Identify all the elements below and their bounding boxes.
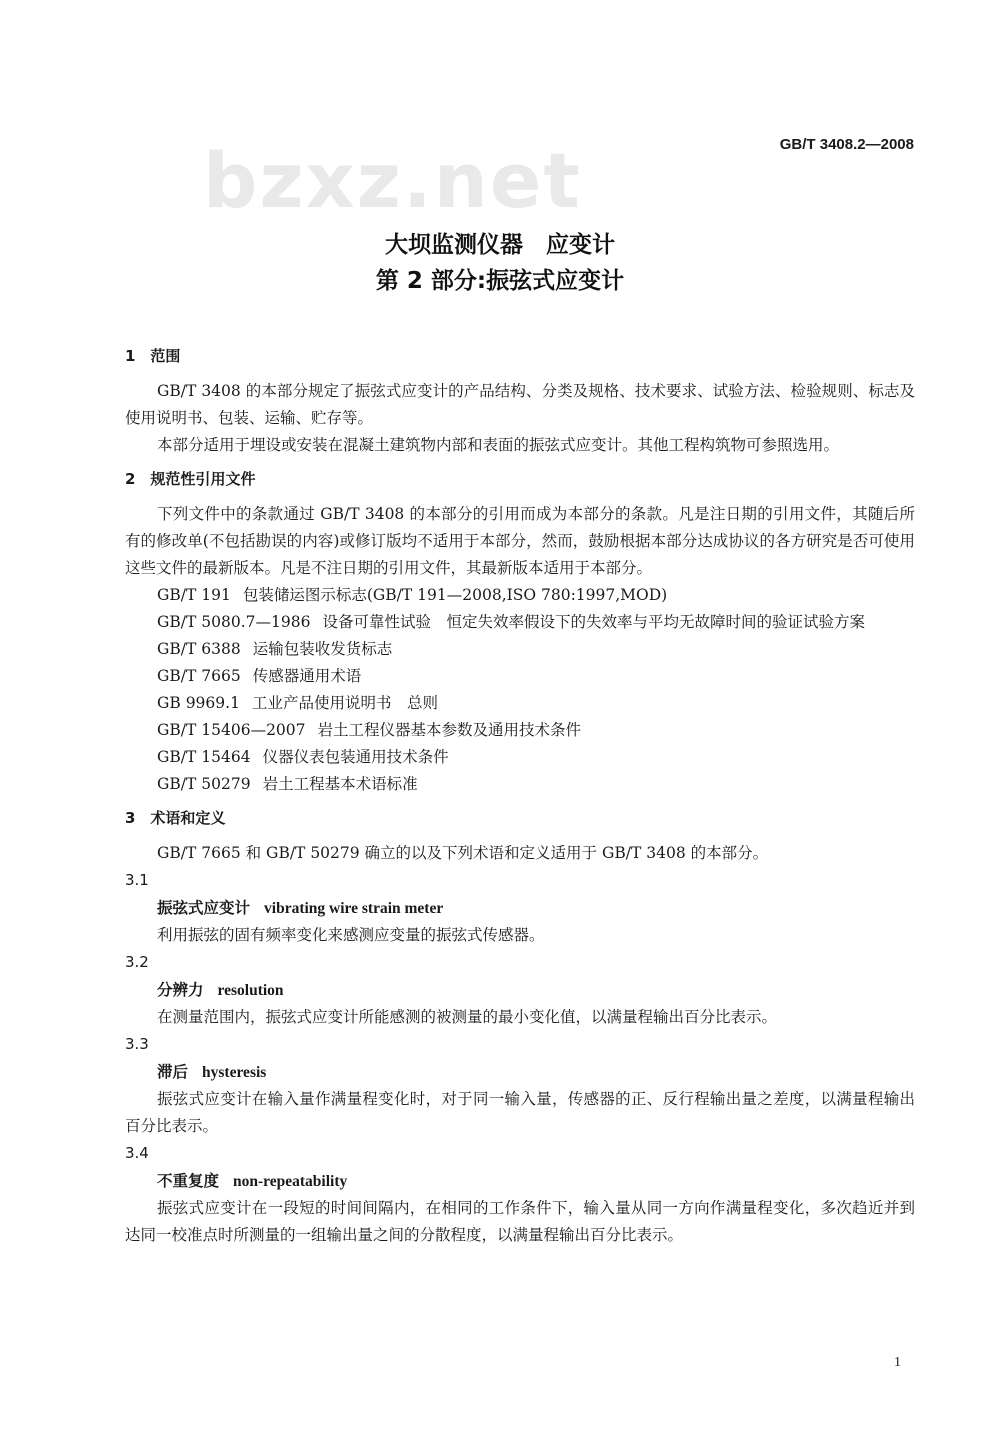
term-cn: 振弦式应变计 [157, 899, 251, 917]
clause-number: 3.2 [125, 953, 149, 971]
reference-title: 岩土工程基本术语标准 [262, 775, 418, 793]
reference-code: GB/T 50279 [157, 775, 251, 793]
clause-number: 3.4 [125, 1144, 149, 1162]
reference-title: 包装储运图示标志(GB/T 191—2008,ISO 780:1997,MOD) [242, 586, 668, 604]
reference-item [125, 582, 915, 609]
term-en: non-repeatability [233, 1173, 348, 1190]
reference-code: GB 9969.1 [157, 694, 240, 712]
reference-title: 工业产品使用说明书 总则 [251, 694, 438, 712]
reference-title: 运输包装收发货标志 [252, 640, 393, 658]
term-en: resolution [217, 982, 284, 999]
standard-code: GB/T 3408.2—2008 [779, 136, 914, 153]
reference-item [125, 663, 915, 690]
section-heading-scope: 1 范围 [125, 347, 181, 365]
term-entry [125, 894, 915, 922]
section-heading-terms: 3 术语和定义 [125, 809, 226, 827]
clause-number: 3.3 [125, 1035, 149, 1053]
document-subtitle: 第 2 部分:振弦式应变计 [375, 268, 625, 294]
reference-code: GB/T 191 [157, 586, 231, 604]
reference-title: 传感器通用术语 [252, 667, 362, 685]
reference-code: GB/T 6388 [157, 640, 241, 658]
term-en: hysteresis [202, 1064, 267, 1081]
reference-item [125, 744, 915, 771]
reference-code: GB/T 15406—2007 [157, 721, 306, 739]
term-definition: 振弦式应变计在一段短的时间间隔内，在相同的工作条件下，输入量从同一方向作满量程变化，多次趋近并到达同一校准点时所测量的一组输出量之间的分散程度，以满量程输出百分比表示。 [125, 1199, 915, 1244]
reference-code: GB/T 7665 [157, 667, 241, 685]
reference-title: 设备可靠性试验 恒定失效率假设下的失效率与平均无故障时间的验证试验方案 [322, 613, 865, 631]
document-body [125, 343, 915, 1249]
reference-title: 仪器仪表包装通用技术条件 [262, 748, 449, 766]
watermark: bzxz.net [203, 136, 582, 225]
section-heading-references: 2 规范性引用文件 [125, 470, 256, 488]
term-entry [125, 976, 915, 1004]
term-en: vibrating wire strain meter [264, 900, 444, 917]
term-cn: 滞后 [157, 1063, 189, 1081]
clause-number: 3.1 [125, 871, 149, 889]
term-definition: 振弦式应变计在输入量作满量程变化时，对于同一输入量，传感器的正、反行程输出量之差度，以满量程输出百分比表示。 [125, 1090, 915, 1135]
reference-code: GB/T 5080.7—1986 [157, 613, 311, 631]
reference-item [125, 636, 915, 663]
page-number: 1 [894, 1355, 901, 1370]
paragraph: 下列文件中的条款通过 GB/T 3408 的本部分的引用而成为本部分的条款。凡是注日期的引用文件，其随后所有的修改单(不包括勘误的内容)或修订版均不适用于本部分，然而，鼓励根据本部分达成协议的各方研究是否可使用这些文件的最新版本。凡是不注日期的引用文件，其最新版本适用于本部分。 [125, 505, 915, 577]
term-cn: 不重复度 [157, 1172, 220, 1190]
term-cn: 分辨力 [157, 981, 204, 999]
reference-item [125, 690, 915, 717]
term-definition: 在测量范围内，振弦式应变计所能感测的被测量的最小变化值，以满量程输出百分比表示。 [157, 1008, 778, 1026]
reference-item [125, 771, 915, 798]
term-definition: 利用振弦的固有频率变化来感测应变量的振弦式传感器。 [157, 926, 545, 944]
paragraph: GB/T 3408 的本部分规定了振弦式应变计的产品结构、分类及规格、技术要求、试验方法、检验规则、标志及使用说明书、包装、运输、贮存等。 [125, 382, 915, 427]
paragraph: 本部分适用于埋设或安装在混凝土建筑物内部和表面的振弦式应变计。其他工程构筑物可参照选用。 [157, 436, 840, 454]
reference-item [125, 609, 915, 636]
term-entry [125, 1058, 915, 1086]
reference-title: 岩土工程仪器基本参数及通用技术条件 [317, 721, 582, 739]
paragraph: GB/T 7665 和 GB/T 50279 确立的以及下列术语和定义适用于 GB/T 3408 的本部分。 [157, 844, 769, 862]
term-entry [125, 1167, 915, 1195]
document-title: 大坝监测仪器 应变计 [385, 232, 615, 258]
reference-item [125, 717, 915, 744]
reference-code: GB/T 15464 [157, 748, 251, 766]
